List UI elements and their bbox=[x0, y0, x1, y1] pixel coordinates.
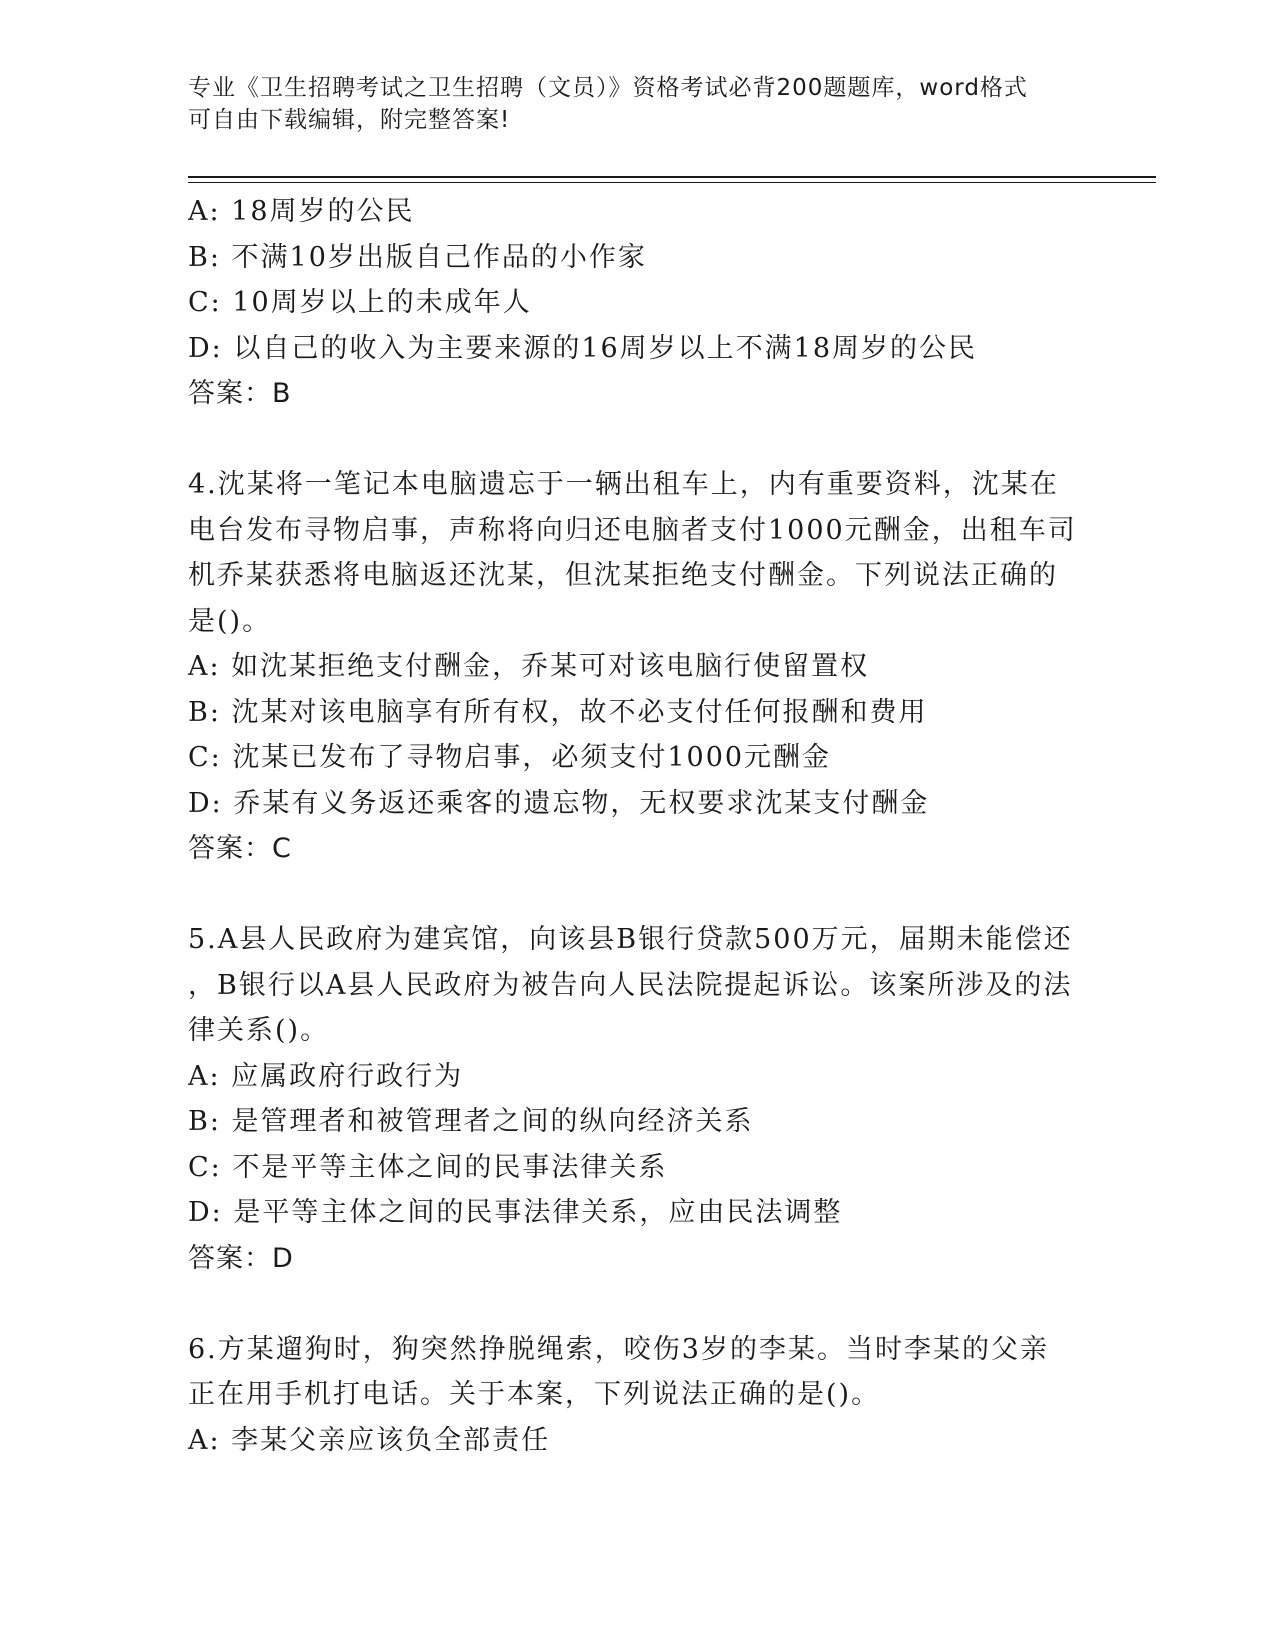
option-b: B: 沈某对该电脑享有所有权，故不必支付任何报酬和费用 bbox=[188, 696, 928, 728]
option-a: A: 18周岁的公民 bbox=[188, 196, 415, 227]
option-c: C: 沈某已发布了寻物启事，必须支付1000元酬金 bbox=[188, 742, 832, 773]
question-stem-line: 6.方某遛狗时，狗突然挣脱绳索，咬伤3岁的李某。当时李某的父亲 bbox=[188, 1333, 1049, 1365]
spacer bbox=[188, 872, 1088, 918]
question-stem-line: 正在用手机打电话。关于本案，下列说法正确的是()。 bbox=[188, 1379, 881, 1410]
option-d: D: 是平等主体之间的民事法律关系，应由民法调整 bbox=[188, 1197, 843, 1228]
spacer bbox=[188, 1281, 1088, 1327]
option-a: A: 如沈某拒绝支付酬金，乔某可对该电脑行使留置权 bbox=[188, 651, 870, 682]
question-stem-line: 律关系()。 bbox=[188, 1015, 330, 1046]
option-d: D: 乔某有义务返还乘客的遗忘物，无权要求沈某支付酬金 bbox=[188, 787, 930, 819]
question-3 bbox=[188, 189, 1088, 417]
option-a: A: 李某父亲应该负全部责任 bbox=[188, 1424, 551, 1456]
header-divider-thin bbox=[188, 182, 1156, 183]
answer-label: 答案：D bbox=[188, 1242, 294, 1274]
header-divider-thick bbox=[188, 176, 1156, 178]
question-5 bbox=[188, 917, 1088, 1281]
question-4 bbox=[188, 462, 1088, 872]
answer-label: 答案：C bbox=[188, 833, 292, 864]
question-stem-line: 5.A县人民政府为建宾馆，向该县B银行贷款500万元，届期未能偿还 bbox=[188, 924, 1073, 955]
question-stem-line: 是()。 bbox=[188, 605, 272, 637]
header-title-line-2: 可自由下载编辑，附完整答案! bbox=[188, 107, 511, 133]
question-stem-line: 电台发布寻物启事，声称将向归还电脑者支付1000元酬金，出租车司 bbox=[188, 514, 1077, 546]
question-stem-line: 机乔某获悉将电脑返还沈某，但沈某拒绝支付酬金。下列说法正确的 bbox=[188, 560, 1058, 591]
answer-label: 答案：B bbox=[188, 378, 292, 409]
question-stem-line: 4.沈某将一笔记本电脑遗忘于一辆出租车上，内有重要资料，沈某在 bbox=[188, 469, 1059, 500]
option-b: B: 是管理者和被管理者之间的纵向经济关系 bbox=[188, 1106, 754, 1137]
option-c: C: 不是平等主体之间的民事法律关系 bbox=[188, 1151, 668, 1183]
option-c: C: 10周岁以上的未成年人 bbox=[188, 287, 532, 318]
question-content bbox=[188, 189, 1088, 1463]
option-a: A: 应属政府行政行为 bbox=[188, 1060, 464, 1092]
option-d: D: 以自己的收入为主要来源的16周岁以上不满18周岁的公民 bbox=[188, 332, 978, 364]
question-6 bbox=[188, 1327, 1088, 1464]
document-header bbox=[188, 72, 1088, 136]
question-stem-line: ，B银行以A县人民政府为被告向人民法院提起诉讼。该案所涉及的法 bbox=[188, 969, 1073, 1001]
spacer bbox=[188, 417, 1088, 463]
option-b: B: 不满10岁出版自己作品的小作家 bbox=[188, 241, 647, 273]
header-title-line-1: 专业《卫生招聘考试之卫生招聘（文员）》资格考试必背200题题库，word格式 bbox=[188, 75, 1028, 101]
